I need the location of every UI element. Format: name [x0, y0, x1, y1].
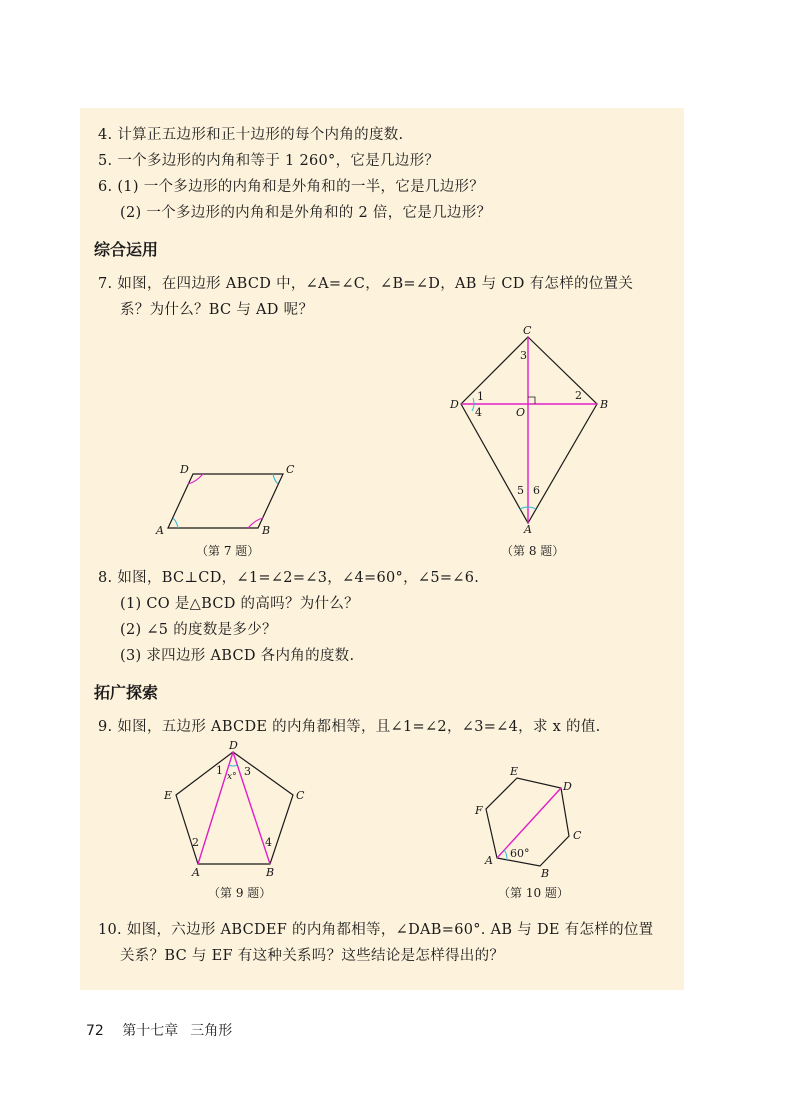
exercise-6-part-2: (2) 一个多边形的内角和是外角和的 2 倍，它是几边形？ — [120, 205, 492, 221]
exercise-7-line-2: 系？为什么？BC 与 AD 呢？ — [120, 302, 314, 318]
angle-x-label: x° — [227, 772, 237, 782]
page-number: 72 — [86, 1023, 104, 1039]
figure-9-caption: （第 9 题） — [208, 886, 272, 900]
label-a: A — [192, 866, 200, 879]
exercise-8-stem: 8. 如图，BC⊥CD，∠1=∠2=∠3，∠4=60°，∠5=∠6. — [98, 570, 480, 586]
angle-1-label: 1 — [216, 764, 223, 777]
exercise-5: 5. 一个多边形的内角和等于 1 260°，它是几边形？ — [98, 153, 440, 169]
label-d: D — [180, 463, 189, 476]
label-f: F — [475, 804, 483, 817]
label-c: C — [573, 829, 582, 842]
chapter-number: 第十七章 — [122, 1023, 179, 1039]
label-e: E — [510, 765, 519, 778]
angle-3-label: 3 — [520, 349, 527, 362]
label-b: B — [262, 524, 271, 537]
label-d: D — [450, 398, 459, 411]
exercise-10-line-2: 关系？BC 与 EF 有这种关系吗？这些结论是怎样得出的？ — [120, 948, 505, 964]
exercise-6-part-1: 6. (1) 一个多边形的内角和是外角和的一半，它是几边形？ — [98, 179, 485, 195]
label-b: B — [541, 867, 550, 880]
exercise-9: 9. 如图，五边形 ABCDE 的内角都相等，且∠1=∠2，∠3=∠4，求 x 的值. — [98, 719, 601, 735]
section-heading-comprehensive: 综合运用 — [94, 240, 159, 259]
label-c: C — [296, 789, 305, 802]
exercise-8-part-3: (3) 求四边形 ABCD 各内角的度数. — [120, 648, 355, 664]
label-c: C — [523, 324, 532, 337]
page-footer — [86, 1020, 232, 1040]
figure-7-caption: （第 7 题） — [196, 544, 260, 558]
angle-4-label: 4 — [475, 406, 482, 419]
angle-6-label: 6 — [533, 484, 540, 497]
exercise-4: 4. 计算正五边形和正十边形的每个内角的度数. — [98, 127, 404, 143]
label-o: O — [516, 406, 526, 419]
angle-60-label: 60° — [510, 847, 530, 860]
angle-dab-arc — [504, 850, 507, 860]
label-b: B — [266, 866, 275, 879]
angle-3-label: 3 — [244, 765, 251, 778]
chapter-title — [122, 1023, 232, 1039]
exercise-8-part-2: (2) ∠5 的度数是多少？ — [120, 622, 277, 638]
label-a: A — [156, 524, 164, 537]
angle-1-label: 1 — [477, 390, 484, 403]
exercise-8-part-1: (1) CO 是△BCD 的高吗？为什么？ — [120, 596, 359, 612]
angle-2-label: 2 — [575, 389, 582, 402]
label-d: D — [229, 739, 238, 752]
chapter-name: 三角形 — [190, 1023, 233, 1039]
label-c: C — [286, 463, 295, 476]
label-d: D — [563, 780, 572, 793]
figure-8-caption: （第 8 题） — [501, 544, 565, 558]
label-e: E — [164, 789, 173, 802]
section-heading-explore: 拓广探索 — [94, 683, 159, 702]
exercise-10-line-1: 10. 如图，六边形 ABCDEF 的内角都相等，∠DAB=60°. AB 与 DE 有怎样的位置 — [98, 922, 654, 938]
figure-10-caption: （第 10 题） — [498, 886, 569, 900]
label-a: A — [485, 854, 493, 867]
label-b: B — [600, 398, 609, 411]
exercise-7-line-1: 7. 如图，在四边形 ABCD 中，∠A=∠C，∠B=∠D，AB 与 CD 有怎样的位置关 — [98, 276, 634, 292]
angle-4-label: 4 — [265, 836, 272, 849]
angle-2-label: 2 — [192, 836, 199, 849]
label-a: A — [524, 523, 532, 536]
angle-5-label: 5 — [517, 484, 524, 497]
